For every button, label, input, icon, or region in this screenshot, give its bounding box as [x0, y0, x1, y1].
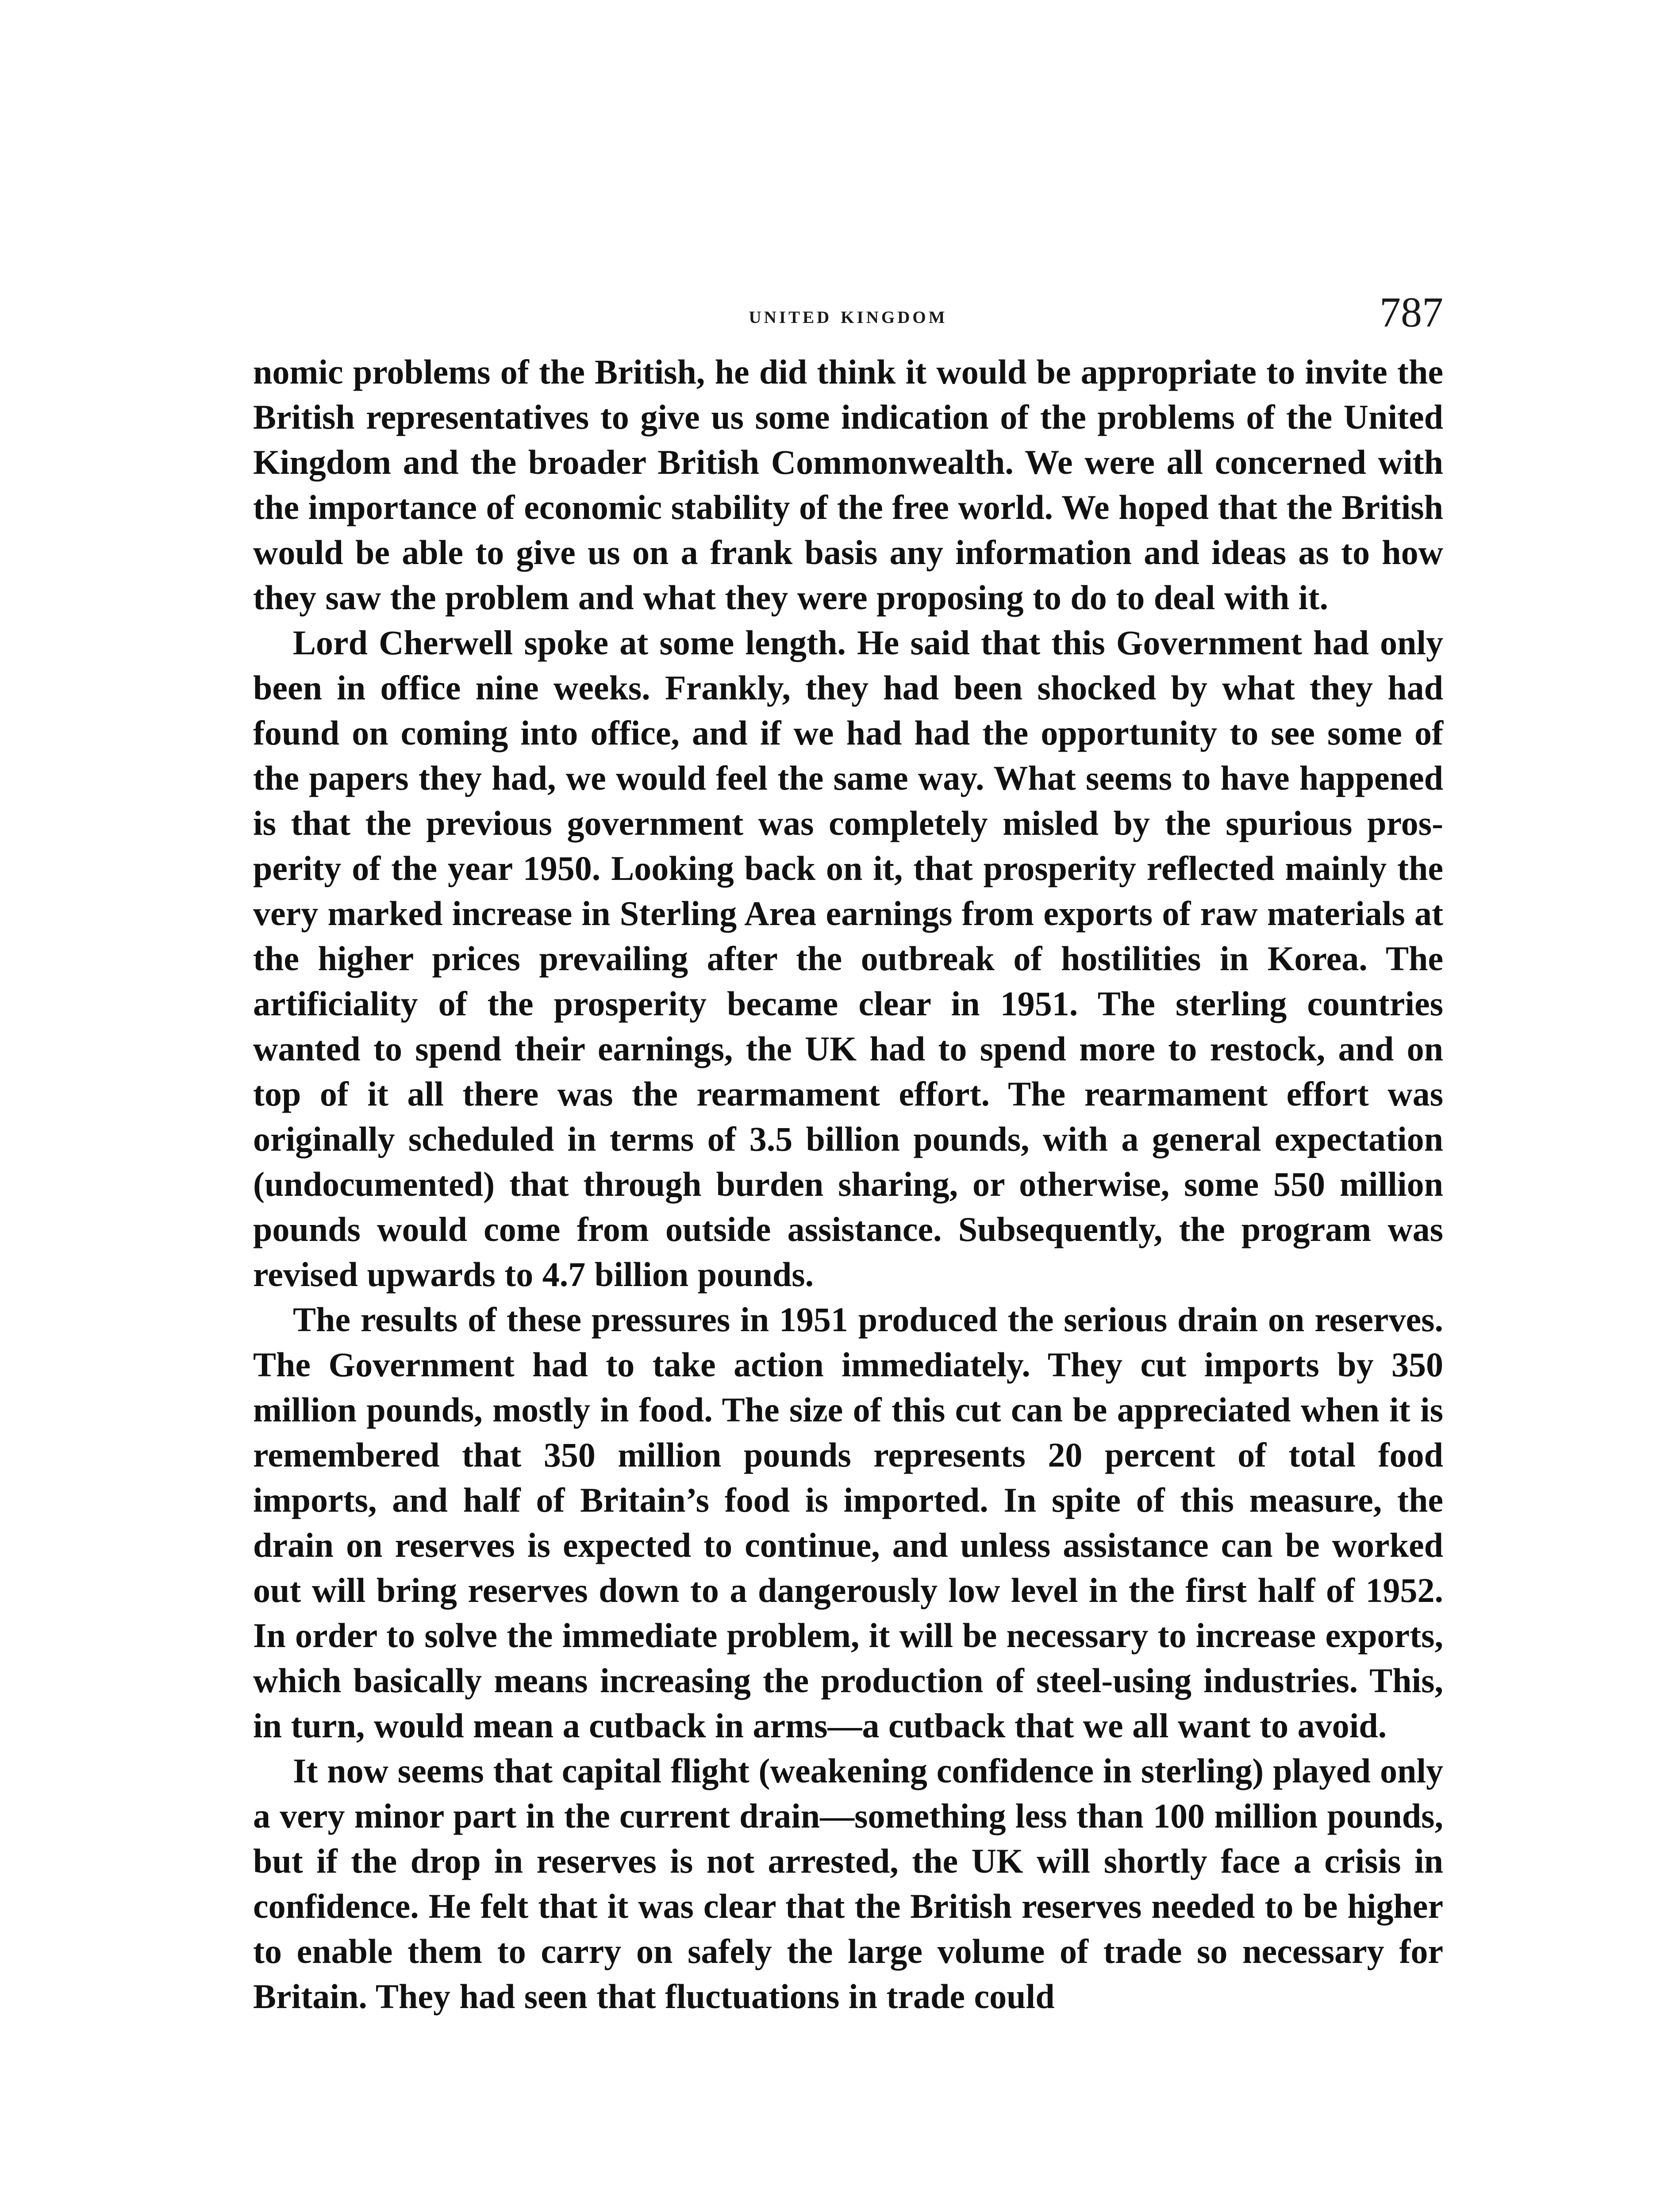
page-number: 787: [1380, 288, 1443, 336]
paragraph-capital-flight: It now seems that capital flight (weakening confidence in sterling) played only a very minor part in the current drain—something less than 100 million pounds, but if the drop in reserves is not arrested, the UK will shortly face a crisis in confidence. He felt that it was clear that the British reserves needed to be higher to enable them to carry on safely the large volume of trade so necessary for Britain. They had seen that fluctuations in trade could: [253, 1751, 1443, 2016]
paragraph-continuation: nomic problems of the British, he did think it would be appropriate to invite the British representatives to give us some indication of the problems of the United Kingdom and the broader British Commonwealth. We were all concerned with the importance of economic stability of the free world. We hoped that the British would be able to give us on a frank basis any information and ideas as to how they saw the problem and what they were proposing to do to deal with it.: [253, 353, 1443, 617]
running-title: united kingdom: [749, 301, 948, 329]
book-page: [253, 288, 1443, 2019]
running-head: [253, 288, 1443, 336]
paragraph-cherwell: Lord Cherwell spoke at some length. He said that this Government had only been in office nine weeks. Frankly, they had been shocked by what they had found on coming into office, and if we had had the opportunity to see some of the papers they had, we would feel the same way. What seems to have happened is that the previous government was completely misled by the spurious prosperity of the year 1950. Looking back on it, that prosperity reflected mainly the very marked increase in Sterling Area earnings from exports of raw materials at the higher prices prevailing after the outbreak of hostilities in Korea. The artificiality of the prosperity became clear in 1951. The sterling countries wanted to spend their earnings, the UK had to spend more to restock, and on top of it all there was the rearmament effort. The rearmament effort was originally scheduled in terms of 3.5 billion pounds, with a general expectation (undocumented) that through burden sharing, or otherwise, some 550 million pounds would come from outside assistance. Subsequently, the program was revised upwards to 4.7 billion pounds.: [253, 623, 1443, 1294]
body-text: [253, 349, 1443, 2019]
paragraph-pressures: The results of these pressures in 1951 produced the serious drain on reserves. The Government had to take action immediately. They cut imports by 350 million pounds, mostly in food. The size of this cut can be appreciated when it is remembered that 350 million pounds represents 20 percent of total food imports, and half of Britain’s food is imported. In spite of this measure, the drain on reserves is expected to continue, and unless assistance can be worked out will bring reserves down to a dangerously low level in the first half of 1952. In order to solve the immediate problem, it will be necessary to increase exports, which basically means increasing the production of steel-using industries. This, in turn, would mean a cutback in arms—a cutback that we all want to avoid.: [253, 1300, 1443, 1745]
